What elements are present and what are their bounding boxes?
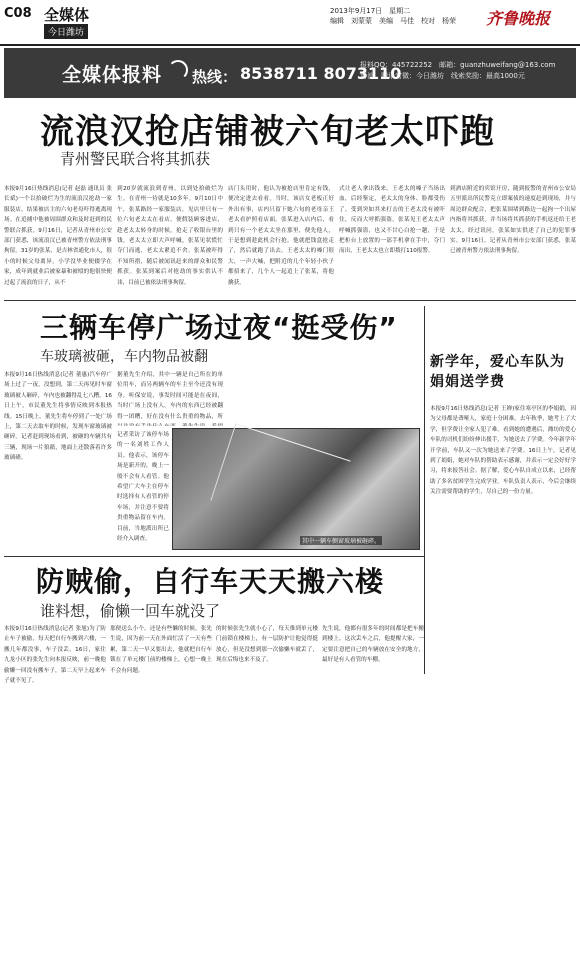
hotline-number: 8538711 8073110 — [240, 64, 402, 83]
hotline-label: 热线： — [192, 68, 238, 86]
article3-col1: 本报9月16日热线消息(记者 王婵)家住寒亭区的李娟娟，因为父母都是聋哑人，家庭十分困难。去年秋季，她考上了大学，但学费让全家人犯了难。看到她的遭遇后，潍坊的爱心车队的司机们纷纷伸出援手，为她送去了学费。今年新学年开学前，车队又一次为她送来了学费。16日上午，记者见到了娟娟，她对车队的帮助表示感谢，并表示一定会好好学习，将来报答社会。据了解，爱心车队自成立以来，已经帮助了多名贫困学生完成学业。车队负责人表示，今后会继续关注需要帮助的学生，尽自己的一份力量。 — [430, 406, 576, 496]
article2-subhead: 车玻璃被砸，车内物品被翻 — [40, 349, 208, 365]
article3-headline: 新学年，爱心车队为娟娟送学费 — [430, 354, 565, 390]
article1-col1: 本报9月16日热线消息(记者 赵磊 通讯员 张长斌)一个以拾破烂为生的流浪汉抢劫一家服装店，结果被店主的六旬老母吓得逃离现场。在追捕中他被周围群众和及时赶到的民警联合抓获。9月16日，记者从青州市公安部门获悉，该流浪汉已被青州警方依法刑事拘留。31岁的张某，是吉林省通化市人，很小的时候父母离异，小学没毕业便辍学在家，成年到就业后被家暴和被殴的他很快便过起了流浪的日子，从不 — [4, 186, 112, 286]
divider — [4, 300, 576, 301]
signal-icon — [168, 60, 188, 80]
photo-caption: 其中一辆车侧窗玻璃被砸碎。 — [302, 538, 381, 545]
newspaper-logo: 齐鲁晚报 — [486, 9, 551, 28]
subsection-title: 今日潍坊 — [44, 24, 88, 39]
divider — [4, 556, 424, 557]
article2-headline: 三辆车停广场过夜“挺受伤” — [40, 311, 398, 344]
article2-col2: 据董先生介绍，其中一辆是自己所在的单位用车，而另两辆车的车主至今还没有现身。听保安说，事发时间可能是在夜间，当时广场上没有人。车内的东西已经被翻得一团糟，好在没有什么贵重的物品，所 — [117, 372, 223, 420]
page-code: C08 — [4, 6, 32, 21]
date-line: 2013年9月17日 星期二 — [330, 7, 411, 15]
article4-col2: 那便送么小个。还是有些懒的时候。张先生说，因为前一天在外面忙活了一天有些累，第二天一早又要出去，他就把自行车锁在了单元楼门前的楼梯上，心想一晚上不会有问题。 — [110, 626, 212, 674]
header-info — [330, 6, 480, 26]
section-title: 全媒体 — [44, 6, 90, 24]
article1-headline: 流浪汉抢店铺被六旬老太吓跑 — [40, 112, 495, 152]
article4-col3: 的时候张先生就小心了，每天推到单元楼门前锁在楼梯上，有一层防护让他觉得挺放心，但是没想到那一次偷懒车就丢了，现在后悔也来不及了。 — [216, 626, 318, 664]
article1-col4: 式让老人拿出钱来。王老太的嗓子当场出血，后经鉴定，老太太的身体、脸都受伤了。受到突如其来打击的王老太没有被吓住，反而大呼抓强盗。张某见王老太太声呼喊抓强盗，也又不甘心白抢一趟，于是把柜台上放置的一部手机拿在手中，夺门而出，王老太太也立即拨打110报警。 — [339, 186, 445, 255]
article4-headline: 防贼偷，自行车天天搬六楼 — [36, 565, 385, 598]
article4-subhead: 谁料想，偷懒一回车就没了 — [40, 602, 221, 620]
editor-line: 编辑 刘蒙蒙 美编 马佳 校对 杨荣 — [330, 17, 456, 25]
column-divider — [424, 306, 425, 674]
article1-col3: 店门头用时，他认为被抢店里肯定有钱，便决定进去看看。当时，该店女老板正好外出有事，店内只留下她六旬的老母亲王老太看护照看店面。张某进入店内后，看到只有一个老太太坐在那里，便先他人，于是想到趁此机会行抢。他就把钱盒抢走了，然后就跑了出去。王老太太的嗓门很大，一声大喊，把附近的几个年轻小伙子都招来了，几个人一起追上了张某，将他擒获。 — [228, 186, 334, 286]
banner-contacts — [360, 60, 574, 82]
banner-title: 全媒体报料 — [62, 64, 163, 86]
article2-col3: 记者采访了该停车场的一名刘姓工作人员。他表示，该停车场是新开的，晚上一般不会有人看管。他希望广大车主在停车时选择有人看管的停车场，并注意不要将贵重物品留在车内。目前，当地派出所已经介入调查。 — [117, 432, 169, 543]
article1-subhead: 青州警民联合将其抓获 — [60, 150, 211, 168]
contact-line-1: 报料QQ：445722252 邮箱：guanzhuweifang@163.com — [360, 61, 556, 69]
contact-line-2: 新浪、腾讯官微：今日潍坊 线索奖励：最高1000元 — [360, 72, 525, 80]
article2-col1: 本报9月16日热线消息(记者 董惠)汽车停广场上过了一夜，没想到，第二天再见时车窗玻璃被人砸碎，车内也被翻得乱七八糟。16日上午，市民董先生将事情反映到本报热线。15日晚上，董先生将车停到了一处广场上，第二天去取车的时候，发现车窗玻璃被砸碎。记者赶到现场看到，被砸的车辆共有三辆，现场一片狼藉，地面上还散落着许多玻璃碴。 — [4, 372, 112, 462]
article1-col5: 到酒店附近的宾馆开房，随到报警的青州市公安局五里派出所民警克立即案侦的速度赶到现场，并与周边群众配合，把张某围堵到路边一起拘一个出屋内指将其抓获。并当场将其抓获的手机返还给王老太太。经过讯问，张某如实供述了自己的犯罪事实。9月16日，记者从青州市公安部门获悉，张某已被青州警方依法刑事拘留。 — [450, 186, 576, 255]
article4-col4: 先生说，他都有很多年的时间都是把车搬到楼上。这次丢车之后，他提醒大家，一定要注意把自己的车辆放在安全的地方，最好是有人看管的车棚。 — [322, 626, 424, 664]
article1-col2: 到20岁就流浪到青州，以到处拾破烂为生。在青州一待就是10多年。9月10日中午，张某路经一家服装店，见店里只有一位六旬老太太在看店，便假装顾客进店，趁老太太转身的时候，抢走了收银台里的钱。老太太立即大声呼喊，张某见状慌忙夺门而逃，老太太紧追不舍。张某被吓得不知所措，随后被闻讯赶来的群众和民警抓获。张某到案后对抢劫的事实供认不讳，目前已被依法刑事拘留。 — [117, 186, 223, 286]
article4-col1: 本报9月16日热线消息(记者 张旭)为了防止车子被偷，每天把自行车搬到六楼，一搬几年都没事，车子没丢。16日，家住九龙小区的张先生向本报反映，前一晚他偷懒一回没有搬车子，第二天早上起来车子就不见了。 — [4, 626, 106, 685]
